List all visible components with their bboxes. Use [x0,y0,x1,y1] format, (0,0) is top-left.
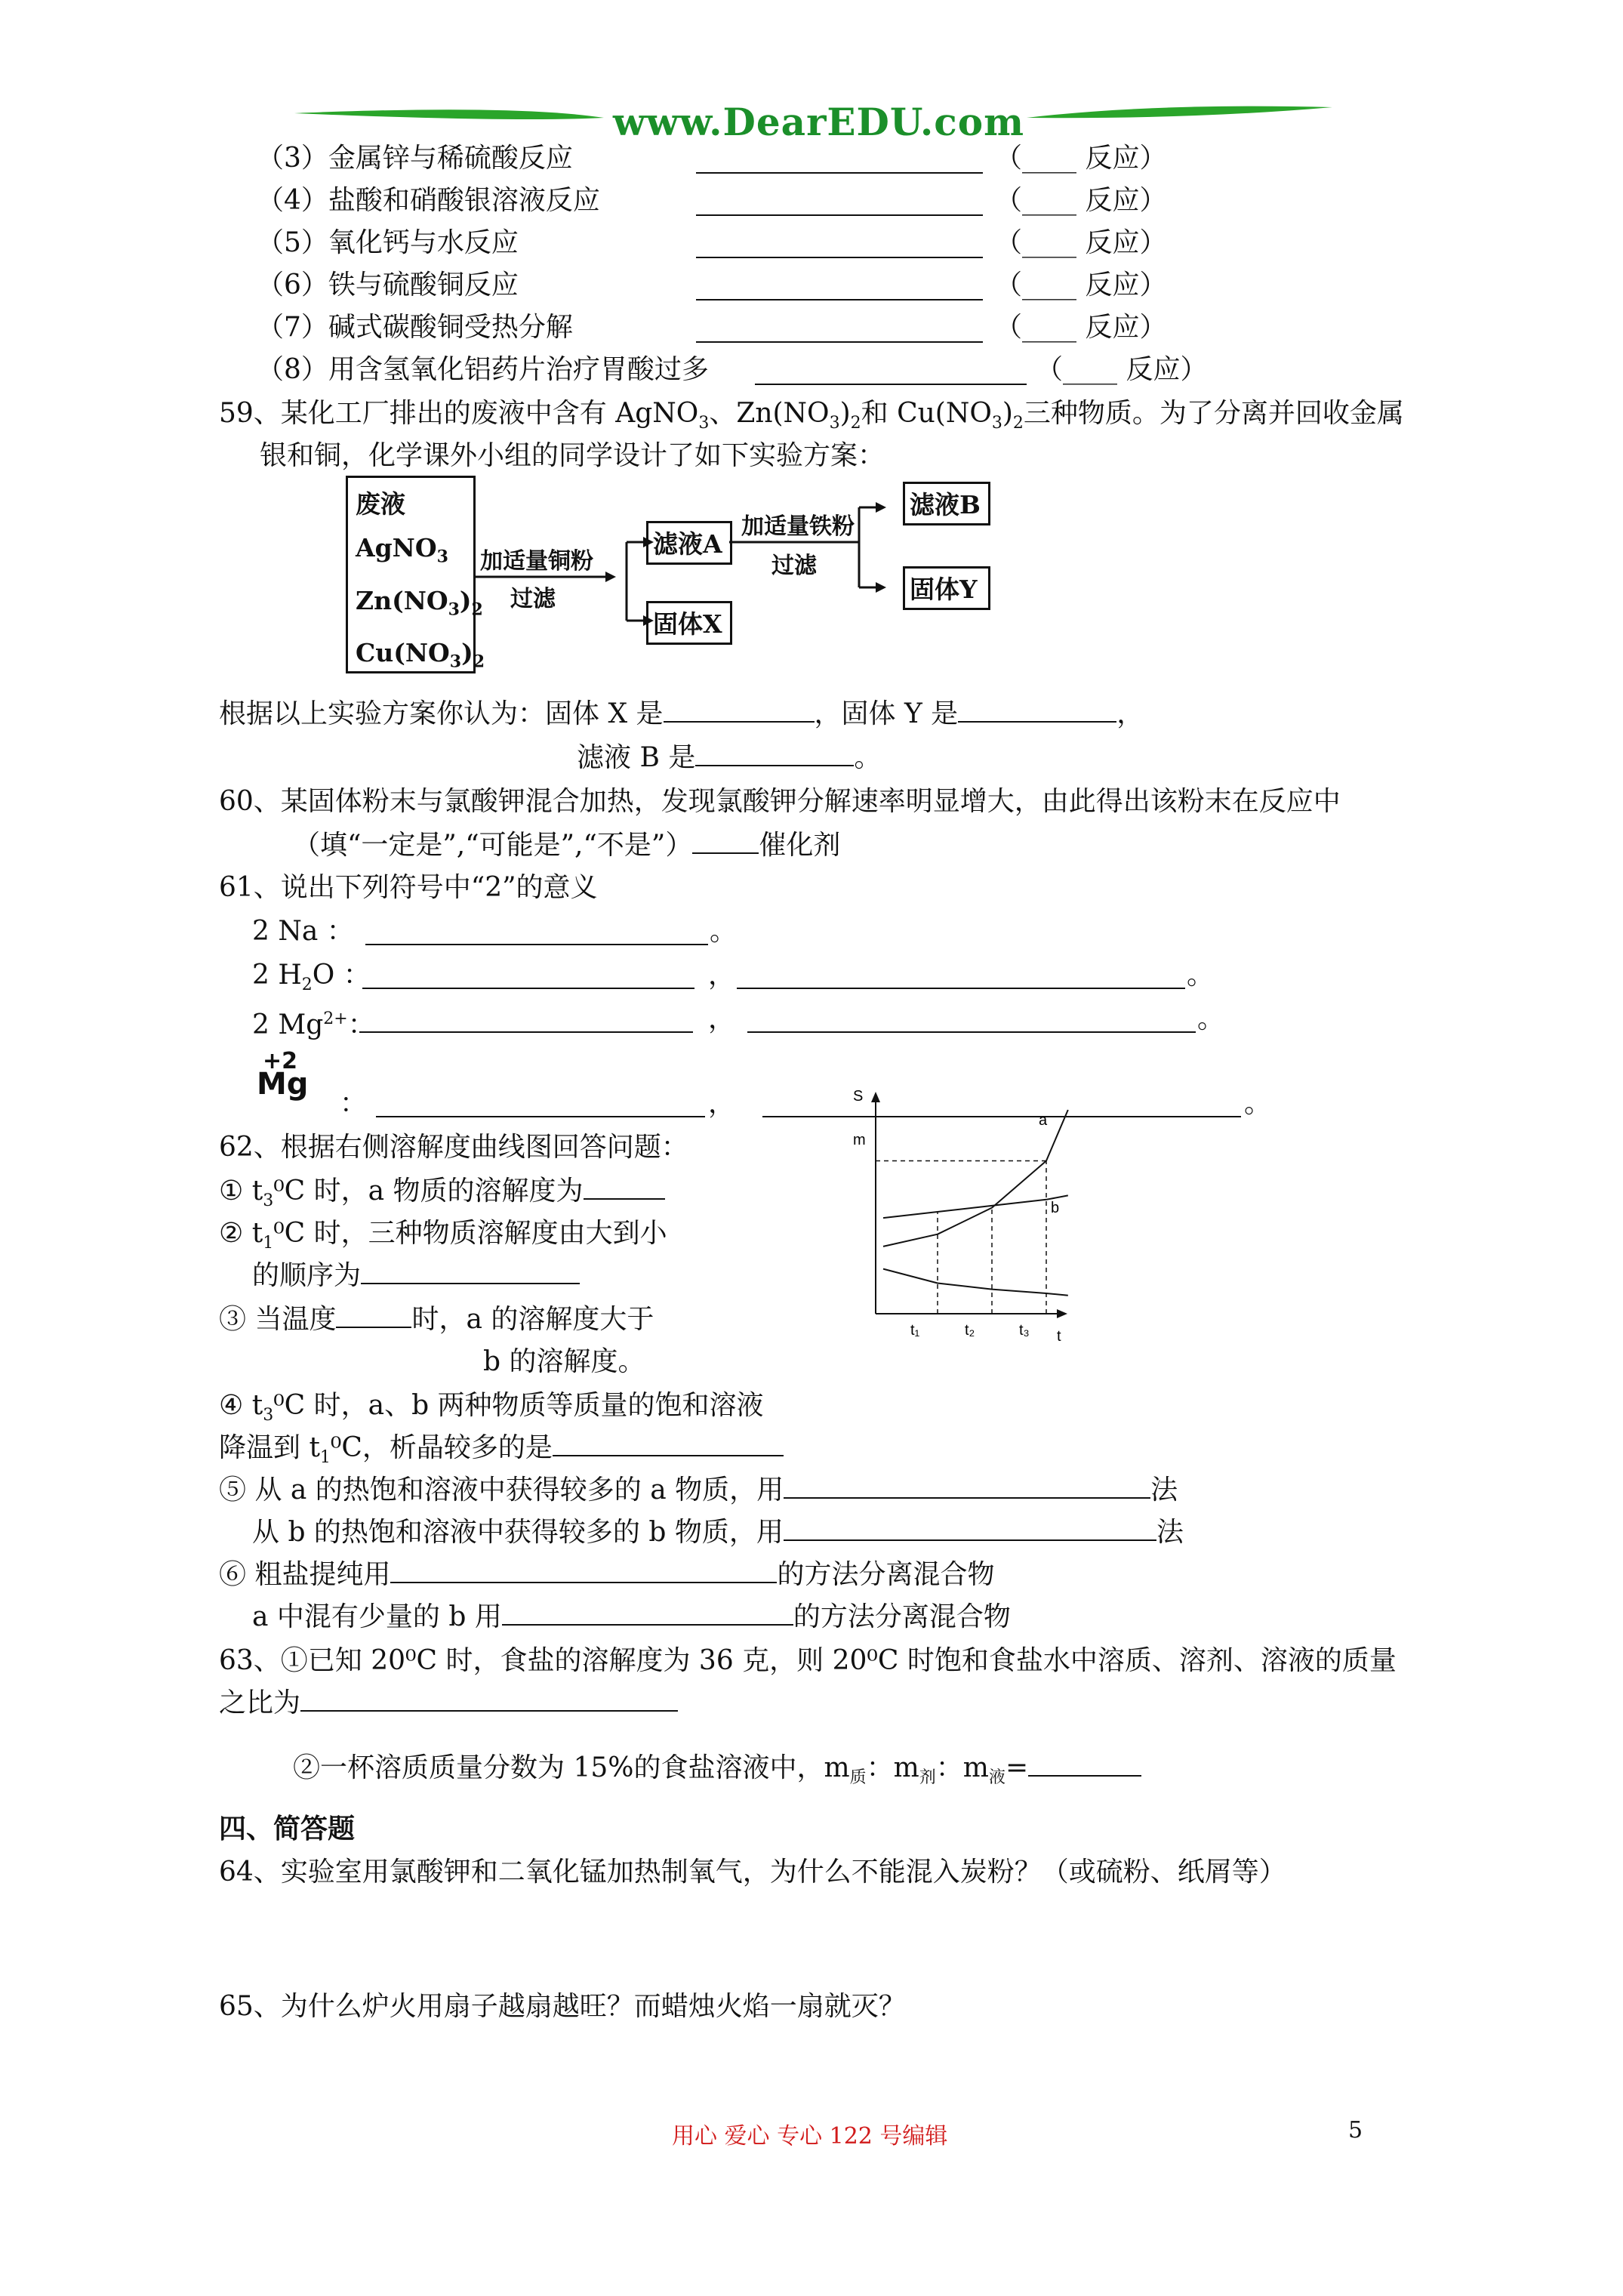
q63-line3: ②一杯溶质质量分数为 15%的食盐溶液中，$m_质$：$m_剂$：$m_液=$ [293,1752,1141,1795]
page-number: 5 [1348,2117,1363,2143]
reaction-8: （8）用含氢氧化铝药片治疗胃酸过多 [257,354,709,385]
header-site-name: www.DearEDU.com [613,100,1025,144]
q63-ratio-blank[interactable] [300,1687,678,1712]
q62-item2-blank[interactable] [361,1260,580,1284]
arrow2-label-bottom: 过滤 [771,553,817,579]
q61-h2o-comma: ， [708,960,736,991]
reaction-6: （6）铁与硫酸铜反应 [257,270,519,300]
q60-blank[interactable] [692,830,759,854]
waste-cu: $Cu(NO_3)_2$ [356,638,485,672]
curve-unlabeled-2 [883,1269,1068,1296]
filtrate-b-box: 滤液B [903,482,990,525]
reaction-8-blank[interactable] [755,384,1027,385]
reaction-7-type: （____ 反应） [995,312,1167,343]
q62-item3: ③ 当温度 时，a 的溶解度大于 [219,1304,654,1335]
q61-na-blank[interactable] [365,944,708,945]
reaction-6-blank[interactable] [696,299,983,300]
section-4-heading: 四、简答题 [219,1813,356,1845]
x-tick-t2: t₂ [965,1322,975,1339]
reaction-7-blank[interactable] [696,341,983,343]
q61-mg-valence-comma: ， [708,1088,736,1119]
q61-mg-valence-top: +2 [263,1048,298,1074]
q61-h2o: 2 $H_2O$ ： [252,960,371,995]
q64: 64、实验室用氯酸钾和二氧化锰加热制氧气，为什么不能混入炭粉？（或硫粉、纸屑等） [219,1857,1286,1888]
waste-title: 废液 [356,489,405,519]
y-axis-arrow [871,1092,880,1102]
waste-liquid-box [346,476,485,673]
x-axis-arrow [1057,1309,1067,1318]
q62-item5-blank1[interactable] [784,1475,1150,1499]
footer-text: 用心 爱心 专心 122 号编辑 [672,2123,948,2150]
reaction-3-type: （____ 反应） [995,143,1167,174]
x-tick-t3: t₃ [1019,1322,1030,1339]
q62-item2-cont: 的顺序为 [252,1259,580,1293]
solid-y-blank[interactable] [958,698,1116,723]
waste-agno3: AgNO$_3$ [356,533,448,567]
curve-b [883,1195,1068,1218]
reaction-6-type: （____ 反应） [995,270,1167,300]
solid-x-blank[interactable] [664,698,815,723]
curve-a [883,1110,1068,1247]
reaction-5-blank[interactable] [696,257,983,258]
q65: 65、为什么炉火用扇子越扇越旺？而蜡烛火焰一扇就灭？ [219,1991,906,2022]
reaction-3: （3）金属锌与稀硫酸反应 [257,143,573,174]
q62-item6-blank2[interactable] [502,1601,793,1626]
q61-na: 2 Na ： [252,916,354,947]
q62-item6-b: a 中混有少量的 b 用 的方法分离混合物 [252,1601,1011,1632]
q62-item4-blank[interactable] [553,1432,784,1456]
arrow1-label-top: 加适量铜粉 [480,548,593,575]
filtrate-b-blank[interactable] [695,742,854,766]
q61-mg-valence-period: 。 [1244,1088,1272,1119]
q62-item1: ① $t_3^0C$ 时，a 物质的溶解度为 [219,1175,665,1218]
q61-mg-ion-period: 。 [1197,1003,1225,1034]
q61-h2o-period: 。 [1187,960,1215,991]
q61-mg-valence-blank1[interactable] [376,1116,705,1117]
series-a-label: a [1039,1112,1048,1129]
q62-item6: ⑥ 粗盐提纯用 的方法分离混合物 [219,1559,995,1590]
q62-item3-cont: b 的溶解度。 [483,1346,645,1377]
y-axis-label: S [853,1088,864,1105]
q61-mg-ion-blank1[interactable] [359,1031,693,1033]
q62-item6-blank1[interactable] [390,1559,777,1583]
q61-h2o-blank1[interactable] [362,988,694,989]
solid-x-box: 固体X [646,601,732,645]
q61-mg-valence-colon: ： [340,1088,368,1119]
q61-mg-valence: Mg [257,1067,309,1102]
q62-title: 62、根据右侧溶解度曲线图回答问题： [219,1132,688,1163]
q59-answer-line2: 滤液 B 是 。 [577,742,882,773]
q59-line2: 银和铜，化学课外小组的同学设计了如下实验方案： [260,440,885,471]
q61-na-period: 。 [710,916,738,947]
arrow1-label-bottom: 过滤 [510,586,556,612]
q62-item3-blank[interactable] [336,1304,411,1328]
reaction-7: （7）碱式碳酸铜受热分解 [257,312,573,343]
q62-item5: ⑤ 从 a 的热饱和溶液中获得较多的 a 物质，用 法 [219,1475,1178,1505]
filtrate-a-box: 滤液A [646,521,732,565]
q63-line1: 63、①已知 20⁰C 时，食盐的溶解度为 36 克，则 20⁰C 时饱和食盐水中溶质、溶剂、溶液的质量 [219,1645,1397,1676]
reaction-4-blank[interactable] [696,214,983,216]
reaction-5-type: （____ 反应） [995,227,1167,258]
reaction-3-blank[interactable] [696,172,983,174]
q60-line1: 60、某固体粉末与氯酸钾混合加热，发现氯酸钾分解速率明显增大，由此得出该粉末在反应中 [219,786,1341,817]
solubility-chart [838,1080,1079,1351]
y-tick-m: m [853,1132,866,1148]
q61-mg-ion-blank2[interactable] [747,1031,1196,1033]
q62-item5-blank2[interactable] [784,1517,1156,1541]
x-axis-label: t [1057,1328,1061,1345]
q62-item4-cont: 降温到 $t_1^0C$，析晶较多的是 [219,1432,784,1475]
q63-line2: 之比为 [219,1687,678,1720]
q62-item1-blank[interactable] [584,1176,665,1200]
q59-answer-line1: 根据以上实验方案你认为：固体 X 是 ，固体 Y 是 ， [219,698,1144,729]
q59-line1: 59、某化工厂排出的废液中含有 AgNO$_3$、$Zn(NO_3)_2$和 $Cu(NO_3)_2$三种物质。为了分离并回收金属 [219,398,1404,433]
q63-mass-ratio-blank[interactable] [1028,1752,1141,1777]
arrow2-label-top: 加适量铁粉 [741,513,855,540]
reaction-5: （5）氧化钙与水反应 [257,227,519,258]
series-b-label: b [1051,1200,1060,1216]
q60-line2: （填“一定是”,“可能是”,“不是”） 催化剂 [293,830,841,861]
reaction-8-type: （____ 反应） [1036,354,1208,385]
waste-zn: $Zn(NO_3)_2$ [356,585,483,620]
q62-item2: ② $t_1^0C$ 时，三种物质溶解度由大到小 [219,1218,667,1253]
q61-h2o-blank2[interactable] [737,988,1185,989]
reaction-4: （4）盐酸和硝酸银溶液反应 [257,185,600,216]
q62-item4: ④ $t_3^0C$ 时，a、b 两种物质等质量的饱和溶液 [219,1390,764,1425]
reaction-4-type: （____ 反应） [995,185,1167,216]
x-tick-t1: t₁ [910,1322,920,1339]
solid-y-box: 固体Y [903,566,990,610]
q62-item5-b: 从 b 的热饱和溶液中获得较多的 b 物质，用 法 [252,1517,1184,1548]
q61-title: 61、说出下列符号中“2”的意义 [219,872,598,903]
q61-mg-ion-comma: ， [708,1003,736,1034]
q61-mg-ion: 2 $Mg^{2+}$： [252,1009,375,1040]
